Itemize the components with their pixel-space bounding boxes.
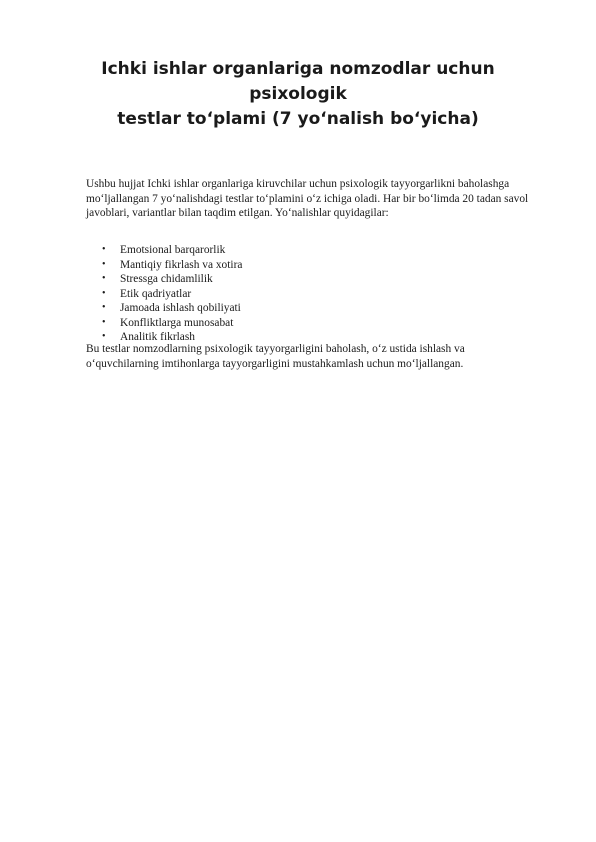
list-item-label: Jamoada ishlash qobiliyati xyxy=(120,302,241,314)
document-title xyxy=(60,57,536,132)
list-item-label: Stressga chidamlilik xyxy=(120,273,213,285)
list-item-label: Emotsional barqarorlik xyxy=(120,244,226,256)
title-line: testlar to‘plami (7 yo‘nalish bo‘yicha) xyxy=(117,109,479,129)
list-item-label: Analitik fikrlash xyxy=(120,331,195,343)
bullet-icon: • xyxy=(102,302,106,313)
bullet-icon: • xyxy=(102,273,106,284)
intro-paragraph xyxy=(86,177,556,221)
list-item-label: Etik qadriyatlar xyxy=(120,287,192,300)
closing-line: o‘quvchilarning imtihonlarga tayyorgarligini mustahkamlash uchun mo‘ljallangan. xyxy=(86,357,464,370)
intro-line: javoblari, variantlar bilan taqdim etilgan. Yo‘nalishlar quyidagilar: xyxy=(86,207,389,219)
list-item-label: Konfliktlarga munosabat xyxy=(120,316,234,329)
bullet-icon: • xyxy=(102,316,106,328)
title-line: Ichki ishlar organlariga nomzodlar uchun psixologik xyxy=(101,59,495,104)
closing-line: Bu testlar nomzodlarning psixologik tayyorgarligini baholash, o‘z ustida ishlash va xyxy=(86,343,465,355)
bullet-icon: • xyxy=(102,331,106,342)
intro-line: Ushbu hujjat Ichki ishlar organlariga kiruvchilar uchun psixologik tayyorgarlikni baholashga xyxy=(86,178,510,190)
list-item xyxy=(100,301,242,316)
bullet-icon: • xyxy=(102,258,106,270)
list-item xyxy=(100,258,242,273)
sections-list xyxy=(100,243,242,345)
closing-paragraph xyxy=(86,342,556,371)
list-item-label: Mantiqiy fikrlash va xotira xyxy=(120,258,243,271)
list-item xyxy=(100,316,242,331)
list-item xyxy=(100,272,242,287)
bullet-icon: • xyxy=(102,244,106,255)
list-item xyxy=(100,287,242,302)
bullet-icon: • xyxy=(102,287,106,299)
intro-line: mo‘ljallangan 7 yo‘nalishdagi testlar to‘plamini o‘z ichiga oladi. Har bir bo‘limda 20 tadan savol xyxy=(86,192,529,205)
list-item xyxy=(100,243,242,258)
